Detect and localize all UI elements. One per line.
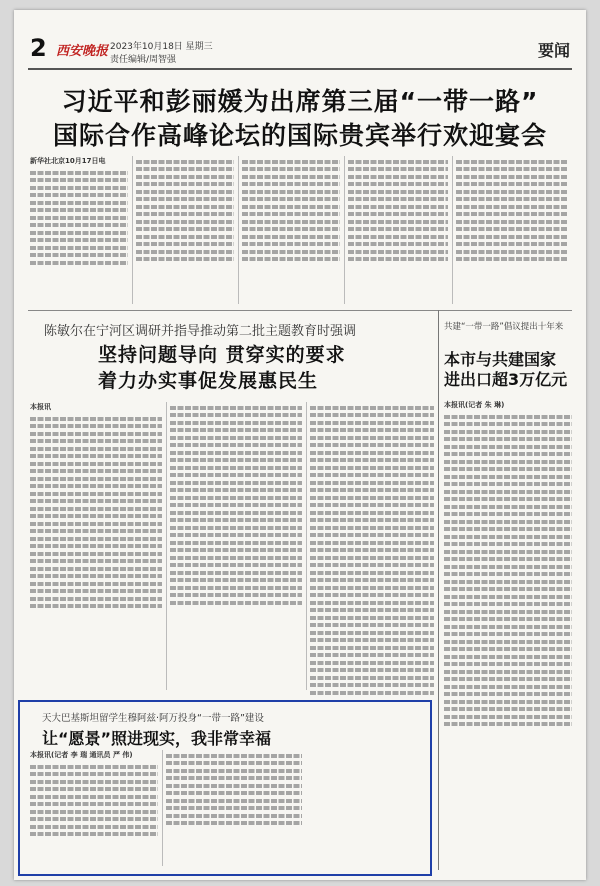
column-divider — [166, 402, 167, 690]
newspaper-page — [14, 10, 586, 880]
masthead — [30, 32, 570, 66]
sidebar-column — [444, 400, 572, 870]
second-column-2 — [170, 402, 302, 692]
second-column-1 — [30, 402, 162, 692]
column-divider — [238, 156, 239, 304]
sidebar-byline: 本报讯(记者 朱 琳) — [444, 401, 505, 409]
lead-column-1 — [30, 156, 128, 306]
lead-headline-line1: 习近平和彭丽媛为出席第三届“一带一路” — [61, 87, 539, 116]
sidebar-title-line2: 进出口超3万亿元 — [444, 370, 568, 389]
boxed-story-byline: 本报讯(记者 李 瑞 通讯员 严 伟) — [30, 751, 133, 759]
sidebar-title-line1: 本市与共建国家 — [444, 350, 557, 369]
column-divider — [306, 402, 307, 690]
boxed-column-2 — [166, 750, 302, 868]
column-divider — [344, 156, 345, 304]
boxed-story-title: 让“愿景”照进现实，我非常幸福 — [42, 729, 272, 748]
lead-column-2 — [136, 156, 234, 306]
story-separator — [28, 310, 572, 311]
sidebar-kicker: 共建“一带一路”倡议提出十年来 — [444, 322, 564, 332]
date-line: 2023年10月18日 星期三 — [110, 42, 213, 52]
column-divider — [452, 156, 453, 304]
sidebar-divider — [438, 310, 439, 870]
boxed-column-1 — [30, 750, 158, 868]
editor-line: 责任编辑/周智强 — [110, 55, 177, 65]
second-story-kicker: 陈敏尔在宁河区调研并指导推动第二批主题教育时强调 — [44, 324, 357, 339]
page-number: 2 — [30, 34, 47, 62]
second-story-byline: 本报讯 — [30, 403, 51, 411]
column-divider — [132, 156, 133, 304]
second-story-deck-line2: 着力办实事促发展惠民生 — [98, 370, 319, 392]
second-story-deck-line1: 坚持问题导向 贯穿实的要求 — [98, 344, 346, 366]
column-divider — [162, 750, 163, 866]
lead-column-5 — [456, 156, 568, 306]
lead-column-4 — [348, 156, 448, 306]
boxed-story-kicker: 天大巴基斯坦留学生穆阿兹·阿万投身“一带一路”建设 — [42, 713, 264, 724]
masthead-rule — [28, 68, 572, 70]
lead-headline-line2: 国际合作高峰论坛的国际贵宾举行欢迎宴会 — [52, 121, 547, 150]
section-label: 要闻 — [537, 41, 570, 60]
lead-column-3 — [242, 156, 340, 306]
paper-logo: 西安晚报 — [56, 44, 109, 59]
lead-dateline: 新华社北京10月17日电 — [30, 157, 106, 165]
